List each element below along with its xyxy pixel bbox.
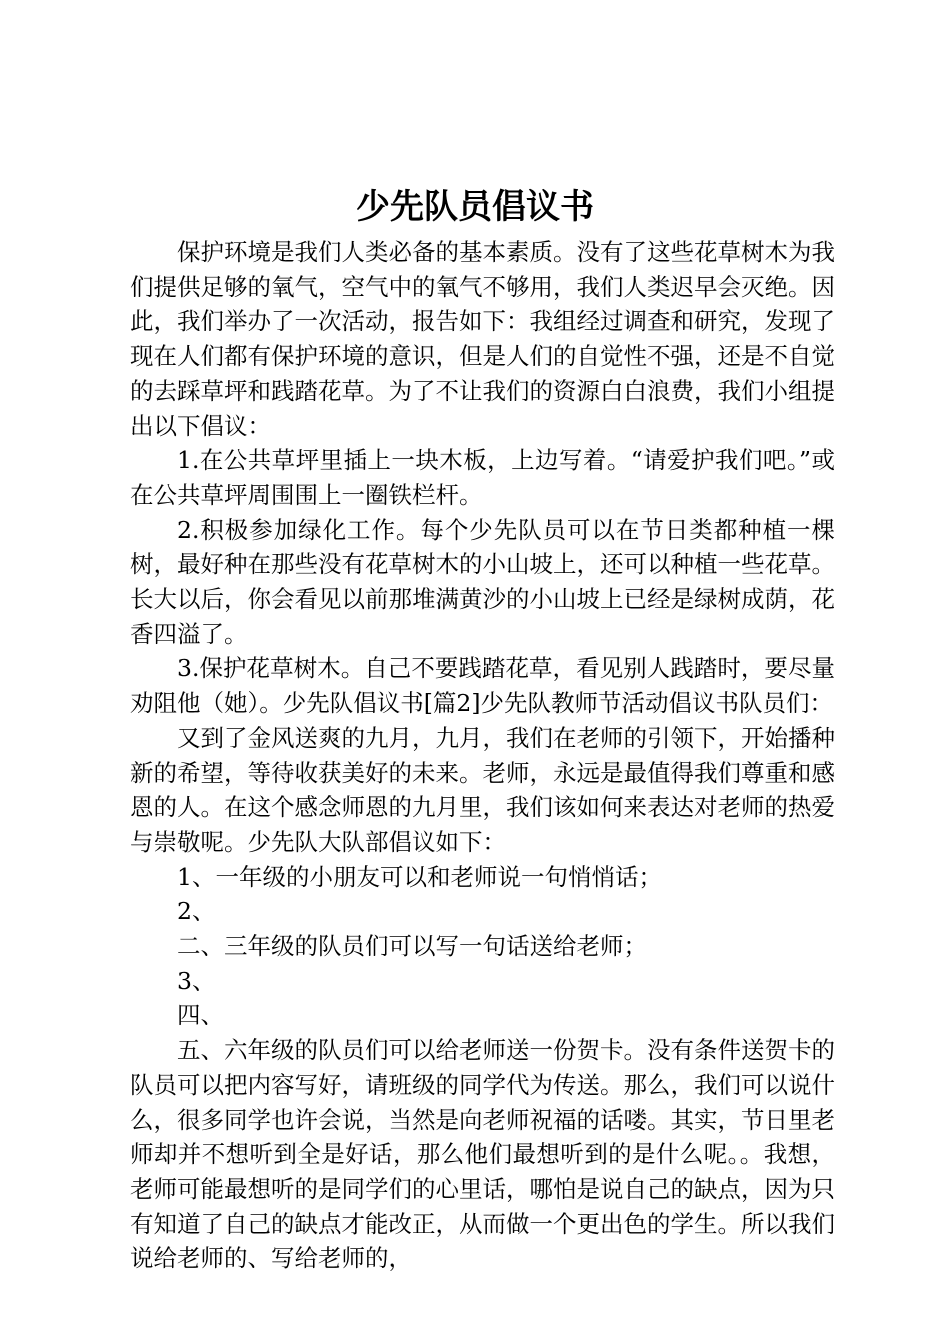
- paragraph-closing: 五、六年级的队员们可以给老师送一份贺卡。没有条件送贺卡的队员可以把内容写好，请班级的同学代为传送。那么，我们可以说什么，很多同学也许会说，当然是向老师祝福的话喽。其实，节日里老师却并不想听到全是好话，那么他们最想听到的是什么呢。。我想，老师可能最想听的是同学们的心里话，哪怕是说自己的缺点，因为只有知道了自己的缺点才能改正，从而做一个更出色的学生。所以我们说给老师的、写给老师的，: [130, 1036, 835, 1273]
- paragraph-item-3: 3.保护花草树木。自己不要践踏花草，看见别人践踏时，要尽量劝阻他（她）。少先队倡议书[篇2]少先队教师节活动倡议书队员们：: [130, 654, 835, 718]
- paragraph-teachers-day: 又到了金风送爽的九月，九月，我们在老师的引领下，开始播种新的希望，等待收获美好的未来。老师，永远是最值得我们尊重和感恩的人。在这个感念师恩的九月里，我们该如何来表达对老师的热爱与崇敬呢。少先队大队部倡议如下：: [130, 723, 835, 856]
- list-item: 3、: [177, 966, 216, 995]
- document-body: [130, 235, 835, 1276]
- paragraph-item-1: 1.在公共草坪里插上一块木板，上边写着。“请爱护我们吧。”或在公共草坪周围围上一圈铁栏杆。: [130, 446, 835, 509]
- list-item: 1、一年级的小朋友可以和老师说一句悄悄话；: [177, 862, 662, 891]
- list-item: 2、: [177, 897, 216, 926]
- document-title: 少先队员倡议书: [356, 187, 594, 227]
- paragraph-intro: 保护环境是我们人类必备的基本素质。没有了这些花草树木为我们提供足够的氧气，空气中的氧气不够用，我们人类迟早会灭绝。因此，我们举办了一次活动，报告如下：我组经过调查和研究，发现了现在人们都有保护环境的意识，但是人们的自觉性不强，还是不自觉的去踩草坪和践踏花草。为了不让我们的资源白白浪费，我们小组提出以下倡议：: [130, 238, 835, 440]
- list-item: 四、: [177, 1001, 224, 1030]
- list-item: 二、三年级的队员们可以写一句话送给老师；: [177, 932, 647, 961]
- paragraph-item-2: 2.积极参加绿化工作。每个少先队员可以在节日类都种植一棵树，最好种在那些没有花草树木的小山坡上，还可以种植一些花草。长大以后，你会看见以前那堆满黄沙的小山坡上已经是绿树成荫，花香四溢了。: [130, 515, 835, 648]
